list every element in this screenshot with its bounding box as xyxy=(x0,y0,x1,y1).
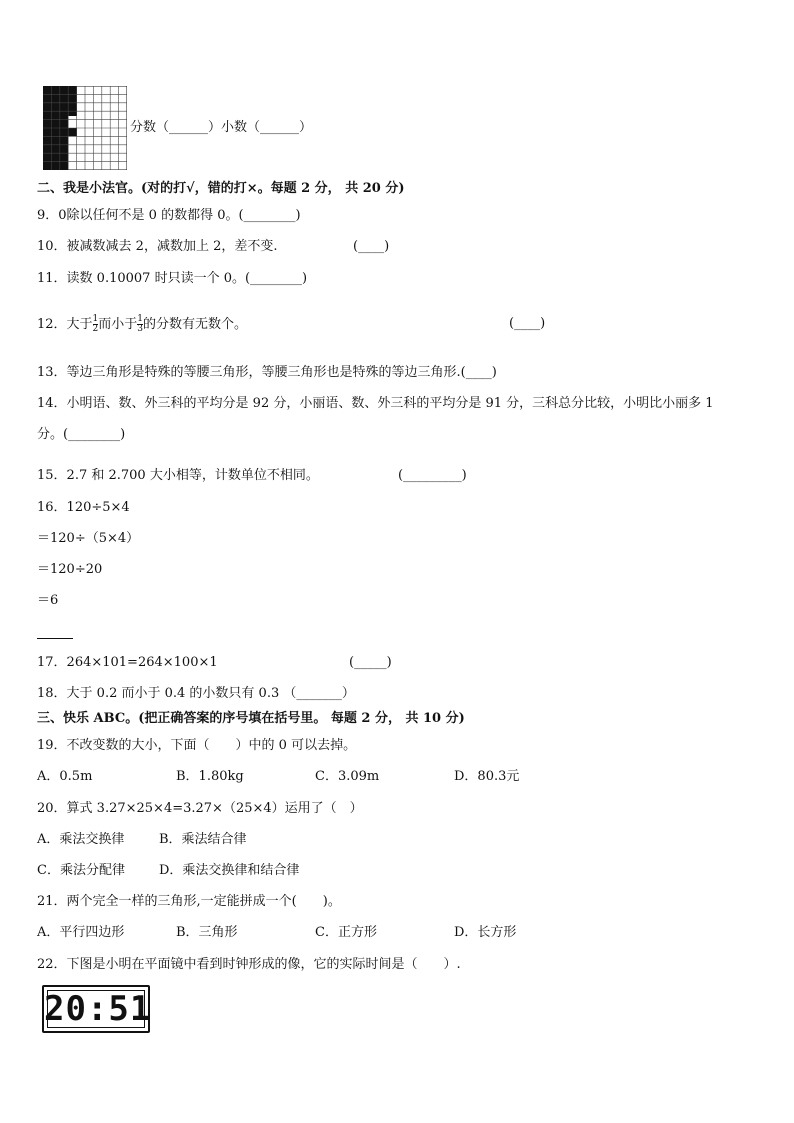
grid-figure xyxy=(43,86,127,170)
q14-line2: 分。(________) xyxy=(37,427,126,442)
q12-answer: (____) xyxy=(509,316,546,331)
q10-answer: (____) xyxy=(353,239,390,254)
q20-option-b: B．乘法结合律 xyxy=(159,832,247,847)
q12-prefix: 12．大于 xyxy=(37,317,93,332)
q20: 20．算式 3.27×25×4=3.27×（25×4）运用了（ ） xyxy=(37,801,363,816)
q9: 9．0除以任何不是 0 的数都得 0。(________) xyxy=(37,208,301,223)
q14-line1: 14．小明语、数、外三科的平均分是 92 分，小丽语、数、外三科的平均分是 91 分，三科总分比较，小明比小丽多 1 xyxy=(37,396,714,411)
q22: 22．下图是小明在平面镜中看到时钟形成的像，它的实际时间是（ ）. xyxy=(37,957,461,972)
q17-text: 17．264×101=264×100×1 xyxy=(37,655,218,670)
q21-option-d: D．长方形 xyxy=(454,925,517,940)
grid-question: 分数（______）小数（______） xyxy=(130,120,313,135)
section3-heading: 三、快乐 ABC。(把正确答案的序号填在括号里。 每题 2 分， 共 10 分) xyxy=(37,711,465,726)
q15-answer: (_________) xyxy=(398,468,467,483)
q21: 21．两个完全一样的三角形,一定能拼成一个( )。 xyxy=(37,894,341,909)
q20-option-d: D．乘法交换律和结合律 xyxy=(159,863,300,878)
q16-line3: ＝120÷20 xyxy=(37,562,103,577)
q19-option-b: B．1.80kg xyxy=(176,769,244,784)
q12-suffix: 的分数有无数个。 xyxy=(143,317,248,332)
q21-option-a: A．平行四边形 xyxy=(37,925,125,940)
q17-answer: (_____) xyxy=(349,655,392,670)
q19-option-c: C．3.09m xyxy=(315,769,380,784)
q12 xyxy=(37,315,247,334)
q19: 19．不改变数的大小，下面（ ）中的 0 可以去掉。 xyxy=(37,738,357,753)
q16-line4: ＝6 xyxy=(37,593,59,608)
q21-option-c: C．正方形 xyxy=(315,925,377,940)
q16-line2: ＝120÷（5×4） xyxy=(37,531,140,546)
q19-option-d: D．80.3元 xyxy=(454,769,520,784)
fraction-half: $\frac{1}{2}$ xyxy=(92,314,99,334)
q21-option-b: B．三角形 xyxy=(176,925,238,940)
q15-text: 15．2.7 和 2.700 大小相等，计数单位不相同。 xyxy=(37,468,319,483)
q11: 11．读数 0.10007 时只读一个 0。(________) xyxy=(37,271,308,286)
q13: 13．等边三角形是特殊的等腰三角形，等腰三角形也是特殊的等边三角形.(____) xyxy=(37,365,497,380)
fraction-third: $\frac{1}{3}$ xyxy=(137,314,144,334)
digital-clock xyxy=(42,985,150,1033)
q12-mid: 而小于 xyxy=(98,317,138,332)
q19-option-a: A．0.5m xyxy=(37,769,93,784)
q10-text: 10．被减数减去 2，减数加上 2，差不变. xyxy=(37,239,278,254)
q20-option-a: A．乘法交换律 xyxy=(37,832,125,847)
q18: 18．大于 0.2 而小于 0.4 的小数只有 0.3 （_______） xyxy=(37,686,355,701)
clock-display: 20:51 xyxy=(44,989,152,1029)
section2-heading: 二、我是小法官。(对的打√，错的打×。每题 2 分， 共 20 分) xyxy=(37,181,405,196)
q20-option-c: C．乘法分配律 xyxy=(37,863,125,878)
q16-answer-line xyxy=(37,638,73,639)
q16-line1: 16．120÷5×4 xyxy=(37,500,130,515)
